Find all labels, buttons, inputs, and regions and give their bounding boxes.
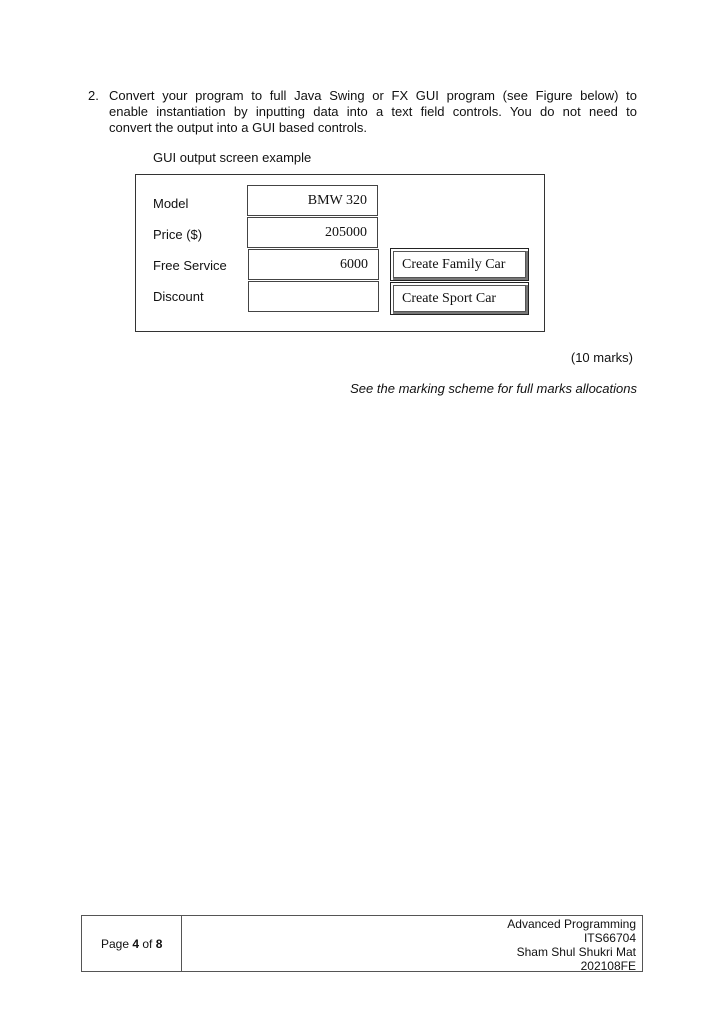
question-number: 2. <box>88 88 99 103</box>
discount-label: Discount <box>153 289 204 304</box>
author-name: Sham Shul Shukri Mat <box>516 945 636 959</box>
create-sport-car-button[interactable] <box>390 282 529 315</box>
page-total: 8 <box>155 937 163 951</box>
page-footer <box>81 915 643 972</box>
question-line: convert the output into a GUI based controls. <box>109 120 367 135</box>
price-field[interactable]: 205000 <box>247 217 378 248</box>
marking-scheme-note: See the marking scheme for full marks allocations <box>350 381 637 396</box>
create-sport-car-label: Create Sport Car <box>393 285 526 312</box>
free-service-label: Free Service <box>153 258 227 273</box>
course-name: Advanced Programming <box>507 917 636 931</box>
discount-field[interactable] <box>248 281 379 312</box>
figure-caption: GUI output screen example <box>153 150 312 165</box>
session-code: 202108FE <box>580 959 636 973</box>
page-of: of <box>139 937 156 951</box>
course-code: ITS66704 <box>583 931 636 945</box>
document-meta <box>507 917 636 973</box>
model-field[interactable]: BMW 320 <box>247 185 378 216</box>
question-text <box>109 88 637 136</box>
question-line: enable instantiation by inputting data into a text field controls. You do not need to <box>109 104 637 119</box>
page-number: 4 <box>132 937 140 951</box>
page-prefix: Page <box>101 937 133 951</box>
question-line: Convert your program to full Java Swing or FX GUI program (see Figure below) to <box>109 88 637 103</box>
create-family-car-label: Create Family Car <box>393 251 526 278</box>
marks-text: (10 marks) <box>570 350 633 365</box>
footer-divider <box>181 916 182 971</box>
price-label: Price ($) <box>153 227 203 242</box>
page-indicator <box>101 937 162 951</box>
create-family-car-button[interactable] <box>390 248 529 281</box>
model-label: Model <box>153 196 189 211</box>
free-service-field[interactable]: 6000 <box>248 249 379 280</box>
